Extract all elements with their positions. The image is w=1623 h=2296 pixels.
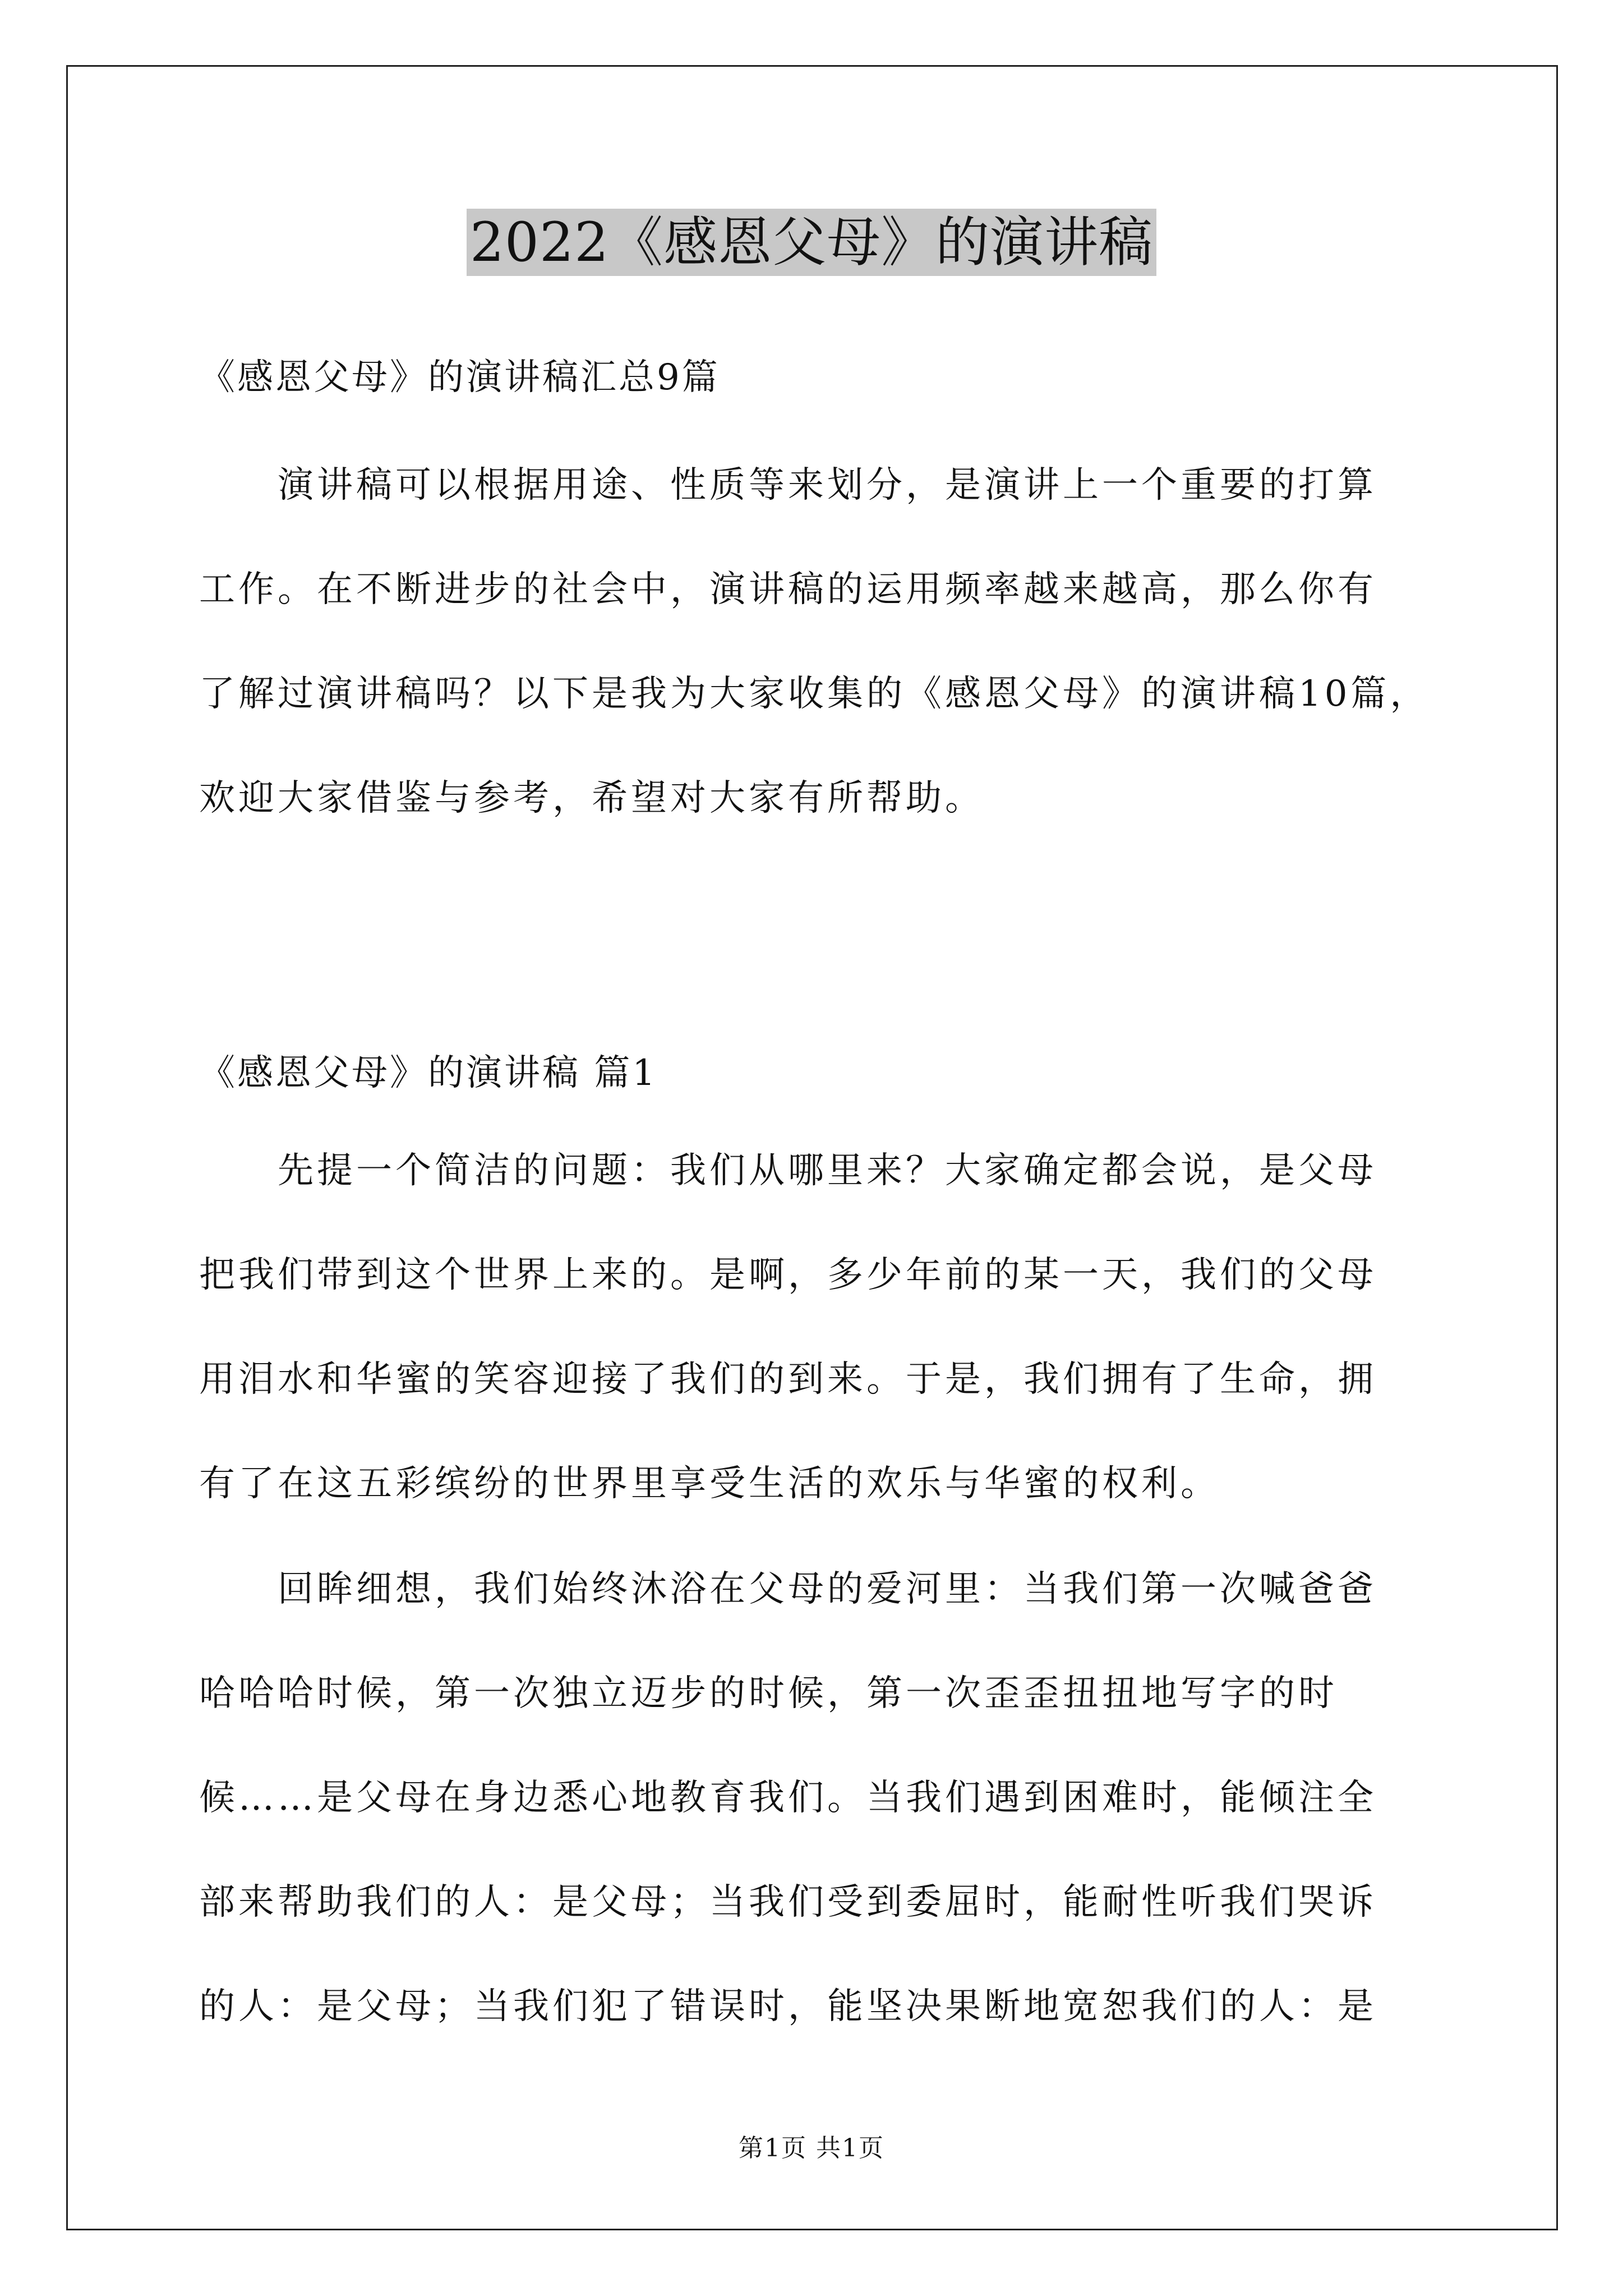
- paragraph-line: 哈哈哈时候，第一次独立迈步的时候，第一次歪歪扭扭地写字的时: [199, 1673, 1338, 1714]
- summary-heading: 《感恩父母》的演讲稿汇总9篇: [199, 357, 720, 398]
- paragraph-line: 用泪水和华蜜的笑容迎接了我们的到来。于是，我们拥有了生命，拥: [199, 1359, 1377, 1400]
- paragraph-2: [199, 1564, 1433, 2086]
- paragraph-line: 候……是父母在身边悉心地教育我们。当我们遇到困难时，能倾注全: [199, 1777, 1377, 1819]
- section-heading: 《感恩父母》的演讲稿 篇1: [199, 1052, 658, 1094]
- paragraph-line: 了解过演讲稿吗？以下是我为大家收集的《感恩父母》的演讲稿10篇，: [199, 673, 1430, 715]
- paragraph-line: 欢迎大家借鉴与参考，希望对大家有所帮助。: [199, 777, 984, 819]
- paragraph-line: 部来帮助我们的人：是父母；当我们受到委屈时，能耐性听我们哭诉: [199, 1881, 1377, 1923]
- paragraph-line: 回眸细想，我们始终沐浴在父母的爱河里：当我们第一次喊爸爸: [199, 1568, 1377, 1610]
- paragraph-line: 把我们带到这个世界上来的。是啊，多少年前的某一天，我们的父母: [199, 1254, 1377, 1296]
- paragraph-1: [199, 1145, 1433, 1563]
- page-footer: 第1页 共1页: [739, 2134, 884, 2162]
- document-title: 2022《感恩父母》的演讲稿: [467, 209, 1156, 276]
- paragraph-line: 的人：是父母；当我们犯了错误时，能坚决果断地宽恕我们的人：是: [199, 1986, 1377, 2027]
- paragraph-line: 有了在这五彩缤纷的世界里享受生活的欢乐与华蜜的权利。: [199, 1463, 1220, 1504]
- intro-paragraph: [199, 460, 1433, 877]
- paragraph-line: 工作。在不断进步的社会中，演讲稿的运用频率越来越高，那么你有: [199, 569, 1377, 610]
- paragraph-line: 演讲稿可以根据用途、性质等来划分，是演讲上一个重要的打算: [199, 464, 1377, 506]
- title-container: [0, 209, 1623, 276]
- paragraph-line: 先提一个简洁的问题：我们从哪里来？大家确定都会说，是父母: [199, 1150, 1377, 1191]
